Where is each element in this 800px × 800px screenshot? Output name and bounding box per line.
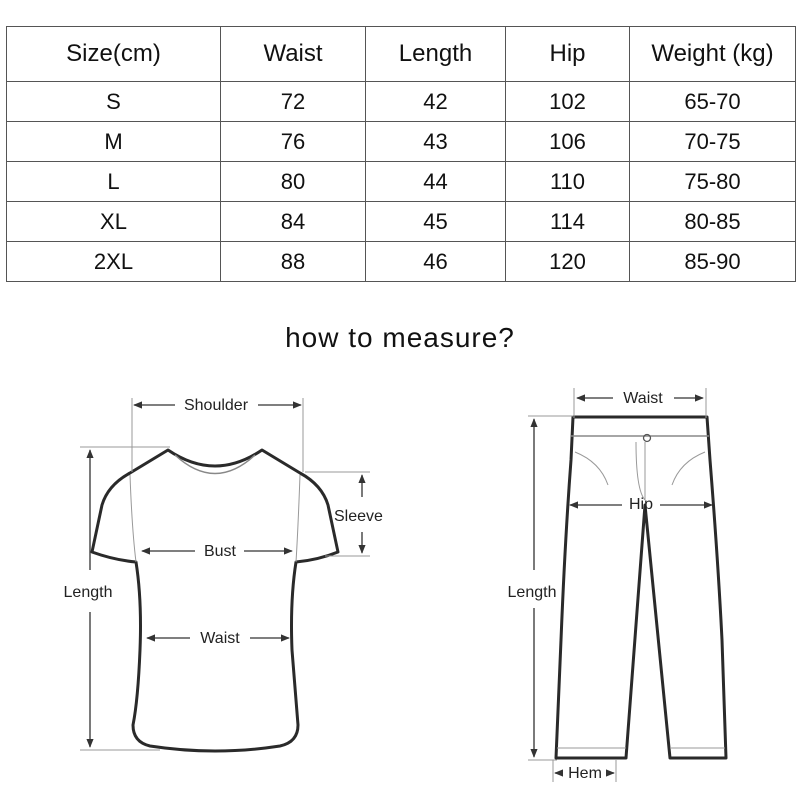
cell-size: L	[7, 162, 221, 202]
header-size: Size(cm)	[7, 27, 221, 82]
pants-diagram	[508, 388, 726, 782]
cell-length: 44	[366, 162, 506, 202]
shirt-length-label: Length	[63, 584, 113, 601]
cell-hip: 120	[506, 242, 630, 282]
tshirt-collar	[175, 455, 255, 474]
tshirt-diagram	[64, 397, 383, 751]
cell-waist: 80	[221, 162, 366, 202]
cell-weight: 80-85	[630, 202, 796, 242]
pants-length-label: Length	[507, 584, 557, 601]
cell-waist: 72	[221, 82, 366, 122]
pants-fly	[636, 442, 645, 500]
cell-waist: 84	[221, 202, 366, 242]
pants-waist-label: Waist	[623, 390, 663, 407]
cell-weight: 75-80	[630, 162, 796, 202]
header-waist: Waist	[221, 27, 366, 82]
header-hip: Hip	[506, 27, 630, 82]
cell-waist: 88	[221, 242, 366, 282]
cell-weight: 85-90	[630, 242, 796, 282]
cell-hip: 110	[506, 162, 630, 202]
tshirt-outline	[92, 450, 338, 751]
shoulder-label: Shoulder	[183, 397, 249, 414]
cell-length: 46	[366, 242, 506, 282]
hip-label: Hip	[628, 496, 654, 513]
cell-size: S	[7, 82, 221, 122]
cell-hip: 102	[506, 82, 630, 122]
header-weight: Weight (kg)	[630, 27, 796, 82]
pants-pockets	[575, 452, 705, 485]
tshirt-guides	[80, 398, 370, 750]
cell-length: 43	[366, 122, 506, 162]
cell-length: 45	[366, 202, 506, 242]
cell-size: M	[7, 122, 221, 162]
sleeve-label: Sleeve	[334, 508, 383, 525]
cell-weight: 65-70	[630, 82, 796, 122]
cell-waist: 76	[221, 122, 366, 162]
pants-outline	[556, 417, 726, 758]
cell-length: 42	[366, 82, 506, 122]
waist-label: Waist	[200, 630, 240, 647]
header-length: Length	[366, 27, 506, 82]
cell-size: 2XL	[7, 242, 221, 282]
cell-hip: 106	[506, 122, 630, 162]
cell-size: XL	[7, 202, 221, 242]
bust-label: Bust	[203, 543, 237, 560]
measure-title: how to measure?	[285, 322, 515, 353]
cell-weight: 70-75	[630, 122, 796, 162]
hem-label: Hem	[568, 765, 602, 782]
cell-hip: 114	[506, 202, 630, 242]
